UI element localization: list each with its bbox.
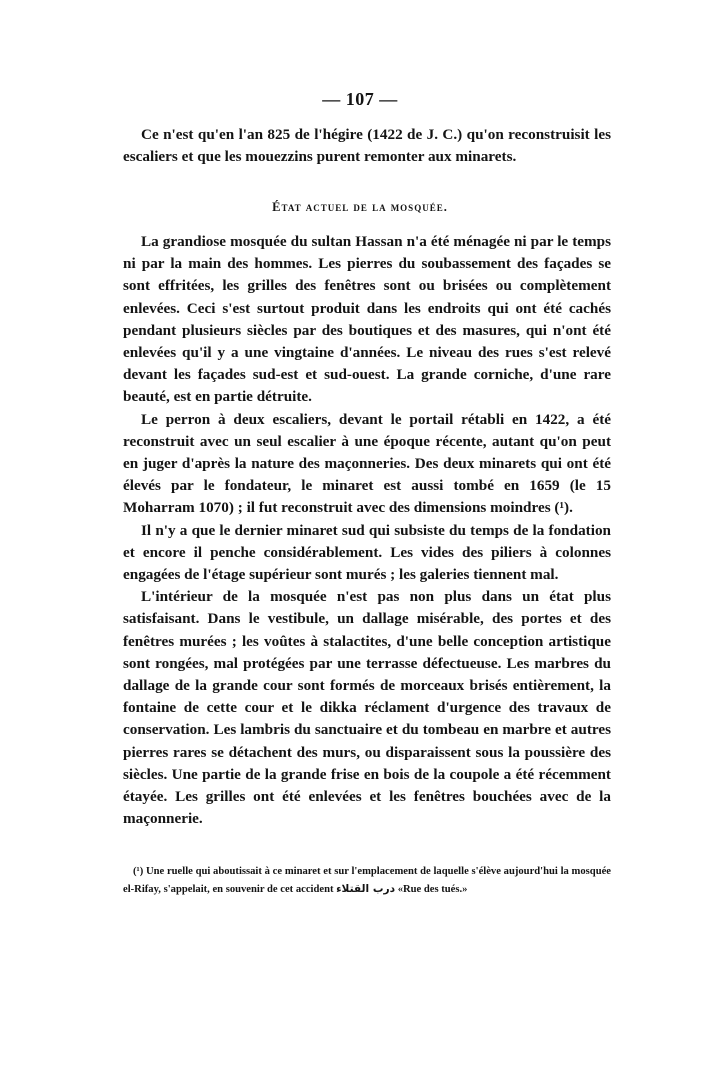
body-paragraph-4: L'intérieur de la mosquée n'est pas non plus dans un état plus satisfaisant. Dans le vestibule, un dallage misérable, des portes et des fenêtres murées ; les voûtes à stalactites, d'une belle conception artistique sont rongées, mal protégées par une terrasse défectueuse. Les marbres du dallage de la grande cour sont formés de morceaux brisés entièrement, la fontaine de cette cour et le dikka réclament d'urgence des travaux de conservation. Les lambris du sanctuaire et du tombeau en marbre et autres pierres rares se détachent des murs, ou disparaissent sous la poussière des siècles. Une partie de la grande frise en bois de la coupole a été récemment étayée. Les grilles ont été enlevées et les fenêtres bouchées avec de la maçonnerie.	[123, 588, 611, 828]
body-paragraph-3: Il n'y a que le dernier minaret sud qui subsiste du temps de la fondation et encore il penche considérablement. Les vides des piliers à colonnes engagées de l'étage supérieur sont murés ; les galeries tiennent mal.	[123, 521, 611, 584]
footnote-paragraph	[123, 863, 611, 898]
footnote	[123, 863, 611, 898]
page-number: — 107 —	[322, 89, 398, 109]
body-text	[123, 231, 611, 830]
body-paragraph-1: La grandiose mosquée du sultan Hassan n'a été ménagée ni par le temps ni par la main des hommes. Les pierres du soubassement des façades se sont effritées, les grilles des fenêtres sont ou brisées ou complètement enlevées. Ceci s'est surtout produit dans les endroits qui ont été cachés pendant plusieurs siècles par des boutiques et des masures, qui n'ont été enlevées qu'il y a une vingtaine d'années. Le niveau des rues s'est relevé devant les façades sud-est et sud-ouest. La grande corniche, d'une rare beauté, est en partie détruite.	[123, 233, 611, 406]
footnote-translation: «Rue des tués.»	[397, 883, 468, 895]
body-paragraph-2: Le perron à deux escaliers, devant le portail rétabli en 1422, a été reconstruit avec un seul escalier à une époque récente, autant qu'on peut en juger d'après la nature des maçonneries. Des deux minarets qui ont été élevés par le fondateur, le minaret est aussi tombé en 1659 (le 15 Moharram 1070) ; il fut reconstruit avec des dimensions moindres (¹).	[123, 410, 611, 517]
footnote-text: (¹) Une ruelle qui aboutissait à ce minaret et sur l'emplacement de laquelle s'élève aujourd'hui la mosquée el-Rifay, s'appelait, en souvenir de cet accident	[123, 866, 611, 895]
intro-block	[123, 124, 611, 168]
footnote-arabic-text: درب القتلاء	[336, 882, 396, 895]
section-heading: État actuel de la mosquée.	[272, 200, 448, 214]
intro-paragraph: Ce n'est qu'en l'an 825 de l'hégire (1422 de J. C.) qu'on reconstruisit les escaliers et que les mouezzins purent remonter aux minarets.	[123, 126, 611, 166]
